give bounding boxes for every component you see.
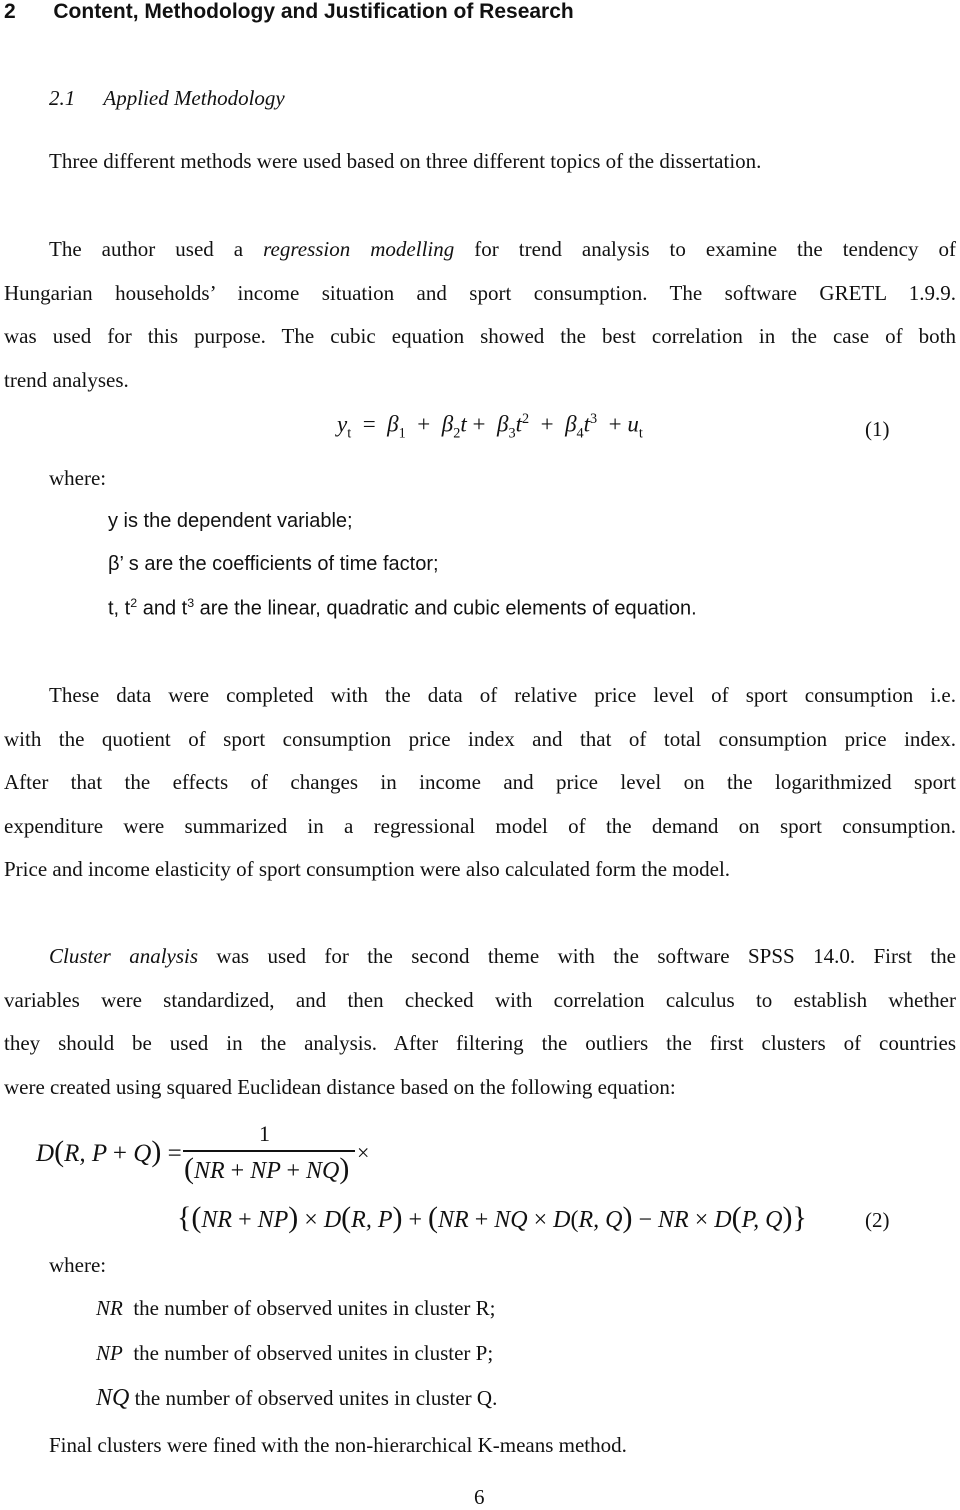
paragraph-line: with the quotient of sport consumption price index and that of total consumption price index.	[4, 726, 956, 751]
intro-paragraph: Three different methods were used based on three different topics of the dissertation.	[49, 149, 762, 173]
paragraph-line: Hungarian households’ income situation and sport consumption. The software GRETL 1.9.9.	[4, 280, 956, 305]
subsection-number: 2.1	[49, 86, 76, 110]
definition-nr: NR the number of observed unites in cluster R;	[96, 1296, 496, 1320]
final-sentence: Final clusters were fined with the non-hierarchical K-means method.	[49, 1433, 627, 1457]
paragraph-line: expenditure were summarized in a regressional model of the demand on sport consumption.	[4, 813, 956, 838]
paragraph-line: Price and income elasticity of sport consumption were also calculated form the model.	[4, 857, 731, 881]
paragraph-line: The author used a regression modelling for trend analysis to examine the tendency of	[49, 237, 956, 261]
section-number: 2	[4, 0, 16, 23]
definition-np: NP the number of observed unites in cluster P;	[96, 1341, 494, 1365]
equation-1-number: (1)	[865, 417, 890, 441]
paragraph-line: Cluster analysis was used for the second theme with the software SPSS 14.0. First the	[49, 944, 957, 968]
paragraph-line: variables were standardized, and then checked with correlation calculus to establish whether	[4, 987, 956, 1012]
equation-2-number: (2)	[865, 1208, 890, 1232]
definition-t: t, $t^2$ and $t^3$ are the linear, quadratic and cubic elements of equation.	[108, 596, 697, 620]
equation-1: $y_t = \beta_1 + \beta_2t + \beta_3t^2 + \beta_4t^3 + u_t$	[337, 411, 643, 442]
paragraph-line: they should be used in the analysis. After filtering the outliers the first clusters of countries	[4, 1031, 956, 1055]
subsection-heading	[49, 86, 285, 111]
emphasis-regression: regression modelling	[263, 237, 455, 261]
equation-2-lhs: D(R, P + Q) =	[36, 1135, 182, 1168]
subsection-title: Applied Methodology	[103, 86, 285, 110]
where-label-2: where:	[49, 1253, 107, 1277]
section-title: Content, Methodology and Justification of Research	[53, 0, 574, 23]
paragraph-data	[4, 674, 956, 892]
paragraph-line: was used for this purpose. The cubic equation showed the best correlation in the case of both	[4, 324, 956, 348]
paragraph-line: After that the effects of changes in income and price level on the logarithmized sport	[4, 770, 956, 794]
section-heading	[4, 0, 574, 24]
paragraph-line: These data were completed with the data of relative price level of sport consumption i.e.	[49, 683, 956, 707]
definition-y: y is the dependent variable;	[108, 510, 353, 532]
definition-beta: β’ s are the coefficients of time factor;	[108, 553, 439, 575]
where-label-1: where:	[49, 466, 107, 490]
equation-2-rhs: {(NR + NP) × D(R, P) + (NR + NQ × D(R, Q) − NR × D(P, Q)}	[177, 1201, 807, 1234]
definition-nq: NQ the number of observed unites in cluster Q.	[96, 1385, 498, 1411]
fraction-denominator: (NR + NP + NQ)	[184, 1152, 350, 1185]
paragraph-line: were created using squared Euclidean distance based on the following equation:	[4, 1074, 676, 1099]
emphasis-cluster: Cluster analysis	[49, 944, 199, 968]
page-number: 6	[474, 1485, 485, 1509]
paragraph-regression	[4, 228, 956, 402]
fraction-numerator: 1	[259, 1121, 270, 1146]
times-symbol: ×	[357, 1140, 370, 1165]
paragraph-line: trend analyses.	[4, 367, 129, 392]
paragraph-cluster	[4, 935, 956, 1109]
